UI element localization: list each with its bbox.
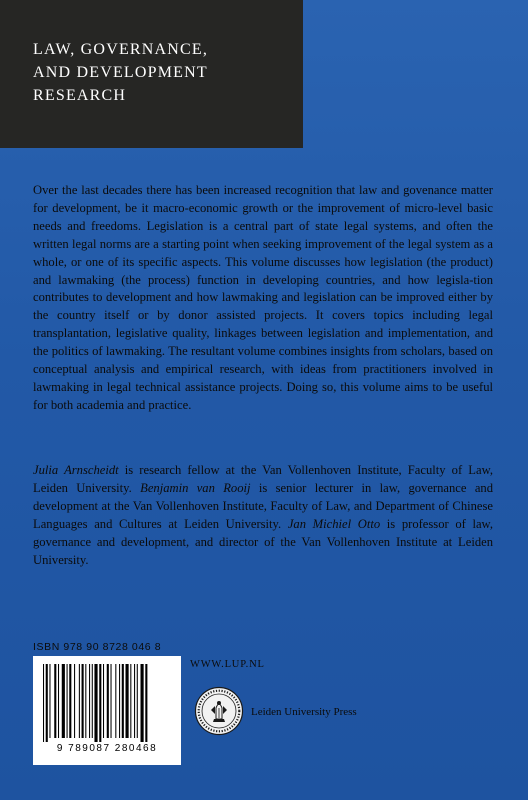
publisher-website: WWW.LUP.NL <box>190 659 265 670</box>
author-bio-text: is senior lecturer in law, governance and development at the Van Vollenhoven Institute, Faculty of Law, and Department of Chinese Languages and Cultures at Leiden University. <box>33 480 494 531</box>
series-title-line-1: LAW, GOVERNANCE, <box>33 41 209 58</box>
barcode-digits: 9 789087 280468 <box>56 743 158 754</box>
series-title-line-2: AND DEVELOPMENT <box>33 64 208 81</box>
isbn-label: ISBN 978 90 8728 046 8 <box>33 641 162 653</box>
barcode <box>33 656 181 765</box>
author-bio-text: is professor of law, governance and development, and director of the Van Vollenhoven Institute at Leiden University. <box>33 516 493 567</box>
series-title-line-3: RESEARCH <box>33 87 127 104</box>
author-bios <box>33 462 493 569</box>
series-title-box <box>0 0 303 148</box>
author-name: Jan Michiel Otto <box>287 516 381 531</box>
barcode-bars <box>41 664 173 742</box>
university-seal-icon <box>194 686 244 736</box>
author-bio-text: is research fellow at the Van Vollenhoven Institute, Faculty of Law, Leiden University. <box>33 463 493 495</box>
author-name: Julia Arnscheidt <box>33 463 119 477</box>
publisher-name: Leiden University Press <box>251 706 357 718</box>
author-name: Benjamin van Rooij <box>140 480 251 495</box>
book-description: Over the last decades there has been increased recognition that law and govenance matter for development, be it macro-economic growth or the improvement of micro-level basic needs and freedoms. Legislation is a central part of state legal systems, and often the written legal norms are a starting point when seeking improvement of the legal system as a whole, or one of its specific aspects. This volume discusses how legislation (the product) and lawmaking (the process) function in developing countries, and how legisla-tion contributes to development and how lawmaking and legislation can be improved either by the country itself or by donor assisted projects. It covers topics including legal transplantation, legislative quality, linkages between legislation and implementation, and the politics of lawmaking. The resultant volume combines insights from scholars, based on conceptual analysis and empirical research, with ideas from practitioners involved in lawmaking in legal technical assistance projects. Doing so, this volume aims to be useful for both academia and practice. <box>33 183 493 412</box>
